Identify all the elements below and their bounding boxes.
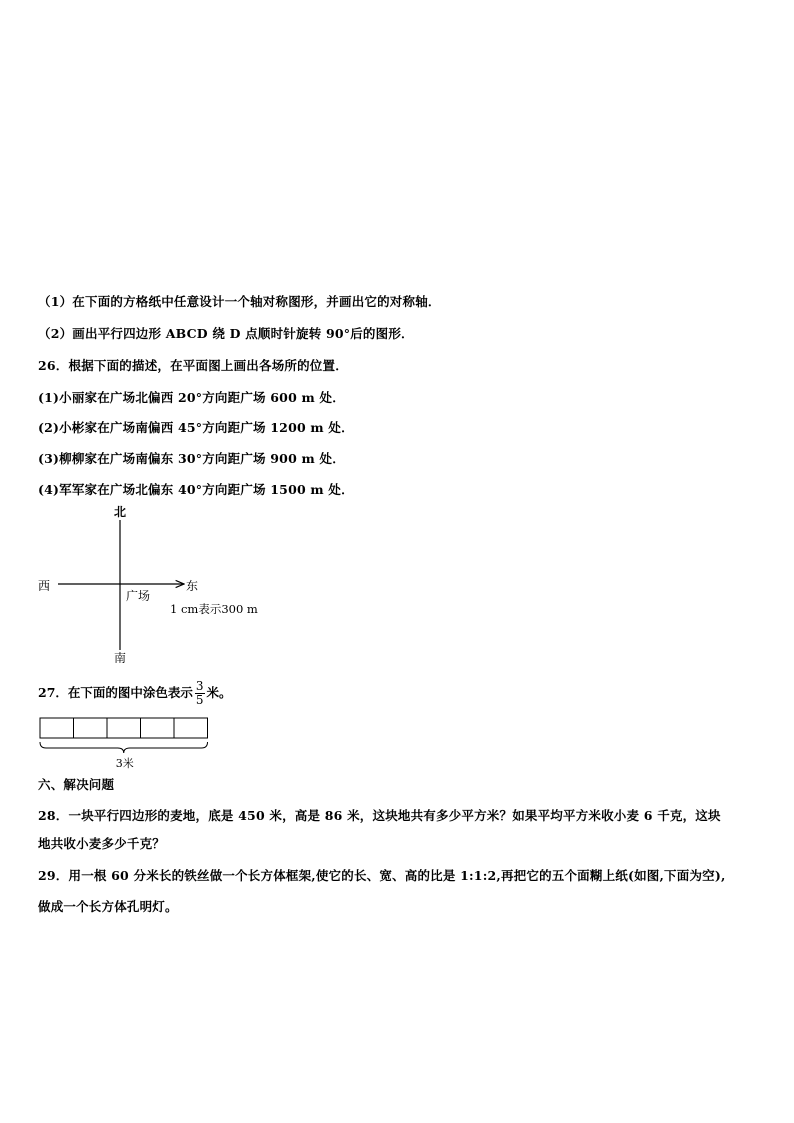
- q26-item1: (1)小丽家在广场北偏西 20°方向距广场 600 m 处．: [38, 390, 345, 405]
- q27-prompt: [38, 680, 232, 707]
- q25-part2: （2）画出平行四边形 ABCD 绕 D 点顺时针旋转 90°后的图形．: [38, 326, 414, 341]
- fraction-denominator: 5: [195, 693, 204, 707]
- strip-cell[interactable]: [74, 718, 108, 738]
- q25-part1: （1）在下面的方格纸中任意设计一个轴对称图形，并画出它的对称轴．: [38, 294, 441, 309]
- q27-suffix: 米。: [206, 685, 232, 700]
- plaza-label: 广场: [126, 589, 151, 603]
- compass-diagram: [30, 500, 290, 670]
- q26-prompt: 26．根据下面的描述，在平面图上画出各场所的位置．: [38, 358, 348, 373]
- south-label: 南: [114, 651, 127, 665]
- strip-cell[interactable]: [107, 718, 141, 738]
- brace: [40, 742, 208, 753]
- fraction: [195, 680, 205, 707]
- fraction-numerator: 3: [195, 679, 204, 693]
- q27-prefix: 27．在下面的图中涂色表示: [38, 685, 193, 700]
- north-label: 北: [114, 505, 127, 519]
- fraction-strip: [38, 714, 218, 774]
- q29-line1: 29．用一根 60 分米长的铁丝做一个长方体框架,使它的长、宽、高的比是 1:1:2,再把它的五个面糊上纸(如图,下面为空),: [38, 868, 726, 883]
- east-label: 东: [186, 579, 199, 593]
- strip-cell[interactable]: [174, 718, 208, 738]
- q28-line1: 28．一块平行四边形的麦地，底是 450 米，高是 86 米，这块地共有多少平方米？如果平均平方米收小麦 6 千克，这块: [38, 808, 721, 823]
- strip-total-label: 3米: [115, 757, 134, 770]
- q29-line2: 做成一个长方体孔明灯。: [38, 899, 178, 914]
- q26-item4: (4)军军家在广场北偏东 40°方向距广场 1500 m 处．: [38, 482, 354, 497]
- strip-cell[interactable]: [40, 718, 74, 738]
- q26-item3: (3)柳柳家在广场南偏东 30°方向距广场 900 m 处．: [38, 451, 345, 466]
- q28-line2: 地共收小麦多少千克？: [38, 836, 166, 851]
- section-title: 六、解决问题: [38, 777, 115, 792]
- scale-label: 1 cm表示300 m: [170, 602, 258, 616]
- west-label: 西: [38, 579, 51, 593]
- strip-cell[interactable]: [141, 718, 175, 738]
- q26-item2: (2)小彬家在广场南偏西 45°方向距广场 1200 m 处．: [38, 420, 354, 435]
